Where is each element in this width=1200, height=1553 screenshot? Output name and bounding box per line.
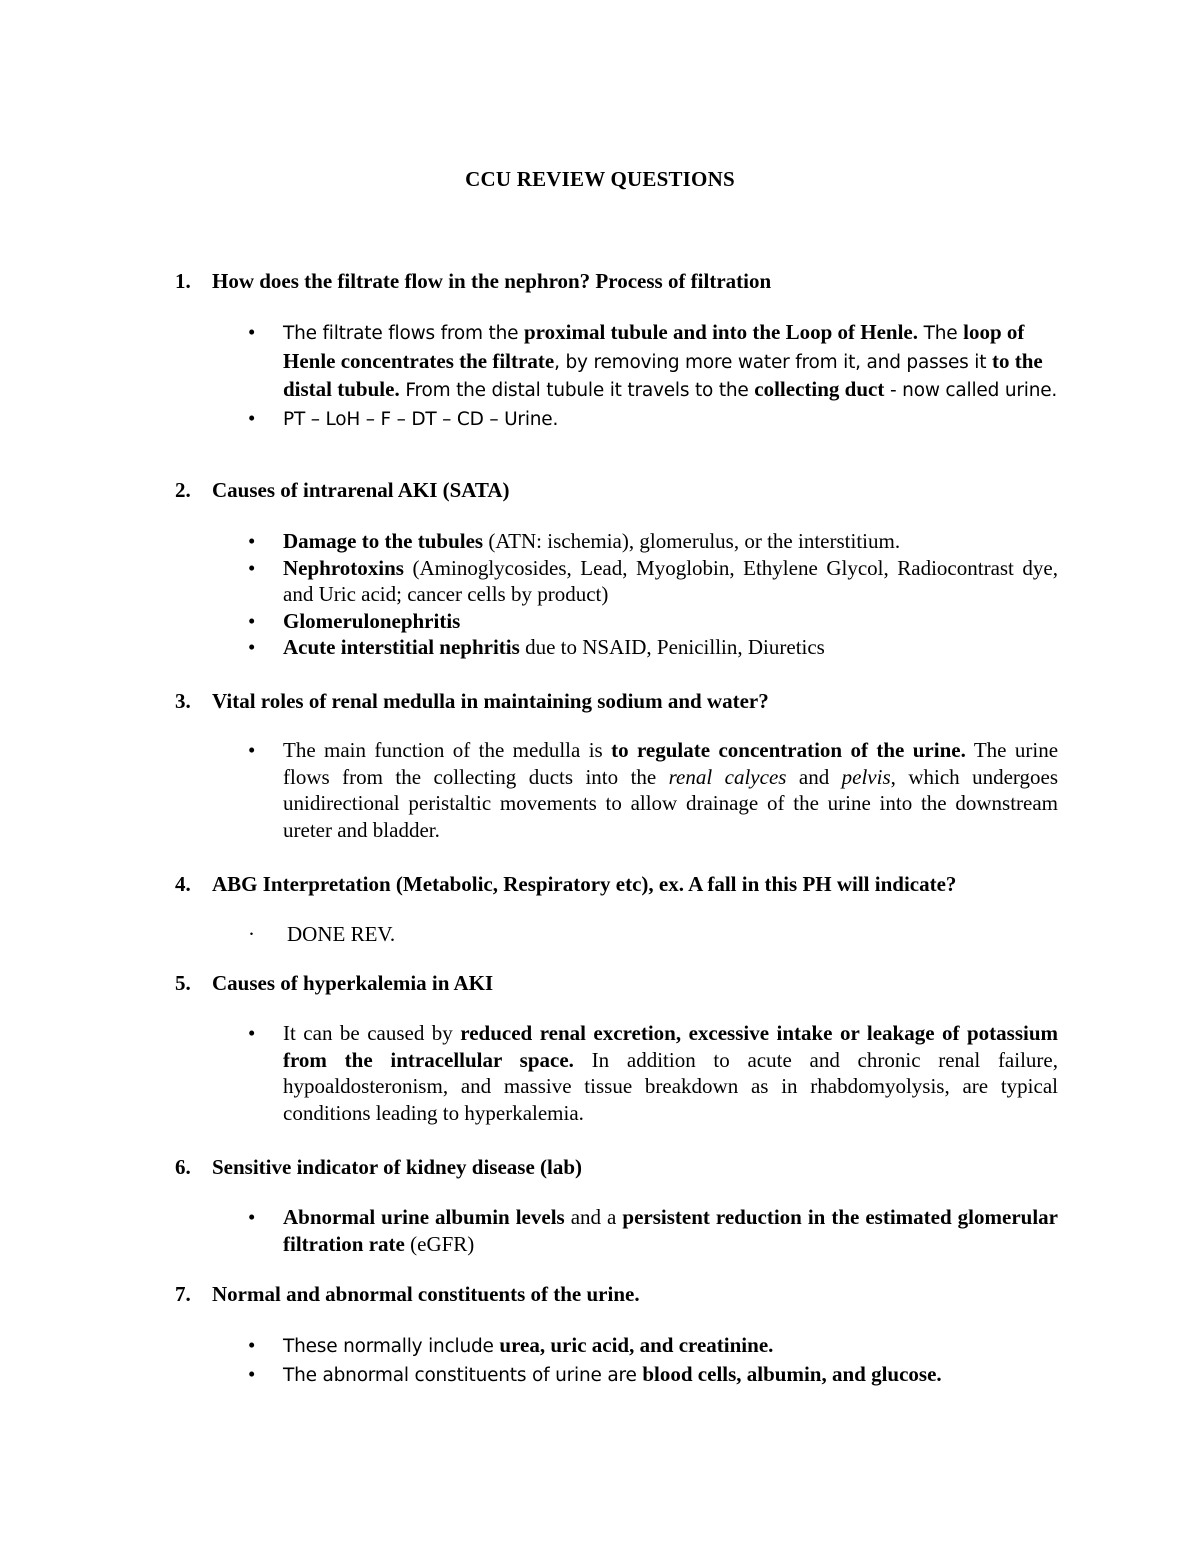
question-number: 2.	[175, 478, 191, 502]
question-4	[175, 871, 1075, 898]
question-7	[175, 1281, 1075, 1308]
bullet-icon: •	[248, 1205, 256, 1229]
bullet-icon: •	[248, 1361, 256, 1386]
list-item: • Abnormal urine albumin levels and a persistent reduction in the estimated glomerular filtration rate (eGFR)	[248, 1205, 1058, 1256]
question-1	[175, 268, 1075, 295]
question-2	[175, 477, 1075, 504]
bullet-icon: •	[248, 320, 256, 344]
question-text: Normal and abnormal constituents of the urine.	[212, 1282, 640, 1306]
question-text: Causes of hyperkalemia in AKI	[212, 971, 494, 995]
bullet-icon: •	[248, 1333, 256, 1357]
list-item: • These normally include urea, uric acid, and creatinine.	[248, 1333, 774, 1357]
question-text: Causes of intrarenal AKI (SATA)	[212, 478, 510, 502]
list-item: • Nephrotoxins (Aminoglycosides, Lead, Myoglobin, Ethylene Glycol, Radiocontrast dye, and Uric acid; cancer cells by product)	[248, 555, 1058, 606]
question-6	[175, 1154, 1075, 1181]
question-text: Vital roles of renal medulla in maintaining sodium and water?	[212, 689, 769, 713]
question-number: 3.	[175, 689, 191, 713]
answer-list-7	[0, 1332, 1058, 1389]
page-title: CCU REVIEW QUESTIONS	[465, 167, 735, 191]
list-item: • The abnormal constituents of urine are blood cells, albumin, and glucose.	[248, 1361, 942, 1386]
question-number: 7.	[175, 1282, 191, 1306]
answer-list-3	[0, 737, 1058, 843]
question-number: 6.	[175, 1155, 191, 1179]
list-item: • The main function of the medulla is to regulate concentration of the urine. The urine flows from the collecting ducts into the renal calyces and pelvis, which undergoes unidirectional peristaltic movements to allow drainage of the urine into the downstream ureter and bladder.	[248, 738, 1059, 842]
bullet-icon: •	[248, 405, 256, 430]
answer-list-6	[0, 1204, 1058, 1257]
answer-list-4	[0, 921, 1058, 948]
bullet-icon: •	[248, 529, 256, 553]
question-5	[175, 970, 1075, 997]
bullet-icon: •	[248, 555, 256, 580]
list-item: • Acute interstitial nephritis due to NSAID, Penicillin, Diuretics	[248, 635, 825, 659]
answer-list-1	[0, 319, 1058, 433]
question-number: 4.	[175, 872, 191, 896]
answer-list-5	[0, 1020, 1058, 1126]
question-number: 1.	[175, 269, 191, 293]
question-3	[175, 688, 1075, 715]
answer-list-2	[0, 528, 1058, 661]
list-item: • Damage to the tubules (ATN: ischemia), glomerulus, or the interstitium.	[248, 529, 901, 553]
bullet-icon: •	[248, 608, 256, 633]
bullet-icon: •	[248, 1021, 256, 1045]
question-text: Sensitive indicator of kidney disease (lab)	[212, 1155, 583, 1179]
list-item: • Glomerulonephritis	[248, 608, 461, 633]
list-item: · DONE REV.	[248, 922, 396, 946]
bullet-icon: ·	[248, 922, 255, 946]
question-text: How does the filtrate flow in the nephron? Process of filtration	[212, 269, 772, 293]
question-number: 5.	[175, 971, 191, 995]
bullet-icon: •	[248, 635, 256, 659]
bullet-icon: •	[248, 738, 256, 762]
list-item: • The filtrate flows from the proximal tubule and into the Loop of Henle. The loop of Henle concentrates the filtrate, by removing more water from it, and passes it to the distal tubule. From the distal tubule it travels to the collecting duct - now called urine.	[248, 320, 1058, 401]
list-item: • It can be caused by reduced renal excretion, excessive intake or leakage of potassium from the intracellular space. In addition to acute and chronic renal failure, hypoaldosteronism, and massive tissue breakdown as in rhabdomyolysis, are typical conditions leading to hyperkalemia.	[248, 1021, 1058, 1125]
list-item: • PT – LoH – F – DT – CD – Urine.	[248, 405, 559, 430]
question-text: ABG Interpretation (Metabolic, Respiratory etc), ex. A fall in this PH will indicate?	[212, 872, 957, 896]
